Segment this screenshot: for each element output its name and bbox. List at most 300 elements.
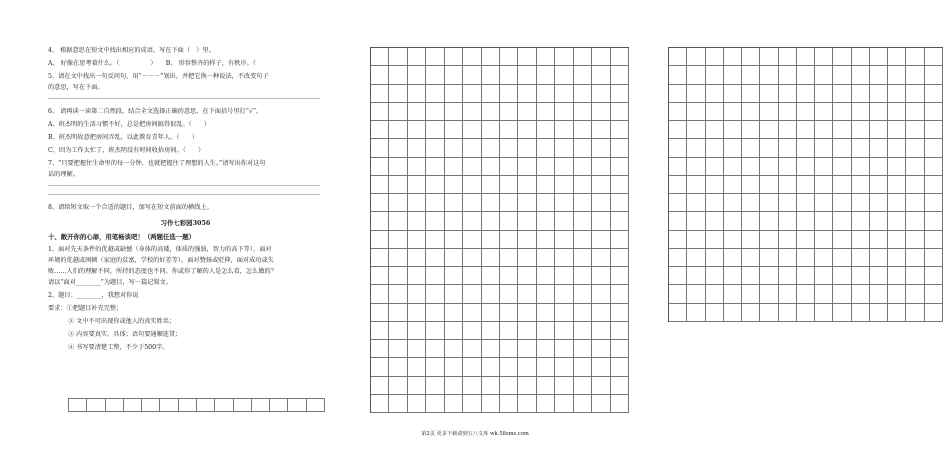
grid-cell	[500, 285, 518, 303]
grid-cell	[124, 399, 142, 412]
grid-cell	[760, 158, 778, 176]
grid-cell	[779, 285, 797, 303]
question-4: 4、 根据意思在短文中找出相应的成语，写在下面（ ）里。	[48, 47, 215, 54]
grid-cell	[463, 66, 481, 84]
grid-cell	[518, 358, 536, 376]
grid-cell	[724, 121, 742, 139]
grid-cell	[687, 304, 705, 322]
grid-cell	[611, 48, 629, 66]
grid-cell	[426, 48, 444, 66]
grid-cell	[888, 103, 906, 121]
grid-cell	[482, 358, 500, 376]
grid-cell	[463, 103, 481, 121]
grid-cell	[482, 103, 500, 121]
grid-cell	[408, 285, 426, 303]
grid-cell	[687, 267, 705, 285]
grid-cell	[592, 358, 610, 376]
grid-cell	[870, 194, 888, 212]
grid-cell	[408, 377, 426, 395]
grid-cell	[852, 158, 870, 176]
grid-cell	[371, 139, 389, 157]
grid-cell	[888, 249, 906, 267]
grid-cell	[555, 103, 573, 121]
grid-cell	[742, 176, 760, 194]
grid-cell	[463, 231, 481, 249]
grid-cell	[482, 304, 500, 322]
grid-cell	[518, 304, 536, 322]
grid-cell	[574, 285, 592, 303]
grid-cell	[270, 399, 288, 412]
question-7-line2: 话的理解。	[48, 171, 79, 178]
grid-cell	[445, 66, 463, 84]
grid-cell	[669, 66, 687, 84]
grid-cell	[611, 358, 629, 376]
grid-cell	[371, 249, 389, 267]
grid-cell	[389, 340, 407, 358]
grid-cell	[389, 249, 407, 267]
grid-cell	[518, 231, 536, 249]
grid-cell	[870, 66, 888, 84]
grid-cell	[574, 322, 592, 340]
grid-cell	[482, 85, 500, 103]
grid-cell	[870, 48, 888, 66]
grid-cell	[371, 212, 389, 230]
grid-cell	[669, 48, 687, 66]
grid-cell	[518, 121, 536, 139]
grid-cell	[537, 358, 555, 376]
section-heading: 十、敞开你的心扉，用笔畅谈吧！（两题任选一题）	[48, 233, 195, 241]
grid-cell	[408, 249, 426, 267]
question-7-line1: 7、“只要把握住生命里的每一分钟，也就把握住了理想的人生。”请写出你对这句	[48, 160, 266, 167]
grid-cell	[574, 103, 592, 121]
grid-cell	[779, 231, 797, 249]
grid-cell	[852, 139, 870, 157]
grid-cell	[906, 231, 924, 249]
grid-cell	[925, 194, 943, 212]
grid-cell	[371, 194, 389, 212]
grid-cell	[482, 176, 500, 194]
grid-cell	[408, 66, 426, 84]
grid-cell	[482, 121, 500, 139]
grid-cell	[592, 85, 610, 103]
grid-cell	[537, 194, 555, 212]
grid-cell	[371, 395, 389, 413]
grid-cell	[445, 85, 463, 103]
grid-cell	[797, 249, 815, 267]
grid-cell	[833, 121, 851, 139]
grid-cell	[852, 231, 870, 249]
grid-cell	[833, 103, 851, 121]
grid-cell	[852, 66, 870, 84]
grid-cell	[574, 358, 592, 376]
grid-cell	[555, 358, 573, 376]
grid-cell	[371, 377, 389, 395]
grid-cell	[706, 194, 724, 212]
grid-cell	[833, 194, 851, 212]
grid-cell	[779, 103, 797, 121]
grid-cell	[852, 194, 870, 212]
grid-cell	[906, 85, 924, 103]
grid-cell	[426, 103, 444, 121]
grid-cell	[706, 48, 724, 66]
grid-cell	[555, 377, 573, 395]
grid-cell	[518, 340, 536, 358]
grid-cell	[574, 121, 592, 139]
grid-cell	[555, 66, 573, 84]
grid-cell	[537, 121, 555, 139]
grid-cell	[555, 194, 573, 212]
grid-cell	[518, 48, 536, 66]
grid-cell	[371, 85, 389, 103]
grid-cell	[518, 285, 536, 303]
grid-cell	[592, 304, 610, 322]
grid-cell	[833, 158, 851, 176]
prompt-1-line1: 1、面对先天条件的优越或缺憾（身体的高矮，体质的强弱，智力的高下等），面对	[48, 246, 272, 253]
grid-cell	[482, 395, 500, 413]
grid-cell	[463, 85, 481, 103]
grid-cell	[611, 85, 629, 103]
grid-cell	[852, 249, 870, 267]
grid-cell	[389, 66, 407, 84]
grid-cell	[371, 103, 389, 121]
grid-cell	[445, 358, 463, 376]
grid-cell	[611, 267, 629, 285]
grid-cell	[833, 267, 851, 285]
grid-cell	[779, 212, 797, 230]
composition-grid-left	[370, 47, 629, 413]
question-5-line2: 的意思，写在下面。	[48, 84, 104, 91]
grid-cell	[611, 322, 629, 340]
grid-cell	[925, 304, 943, 322]
grid-cell	[852, 48, 870, 66]
grid-cell	[925, 267, 943, 285]
grid-cell	[706, 231, 724, 249]
grid-cell	[408, 304, 426, 322]
grid-cell	[779, 139, 797, 157]
grid-cell	[760, 176, 778, 194]
grid-cell	[888, 48, 906, 66]
grid-cell	[555, 48, 573, 66]
grid-cell	[779, 176, 797, 194]
grid-cell	[870, 249, 888, 267]
grid-cell	[426, 139, 444, 157]
grid-cell	[482, 139, 500, 157]
grid-cell	[925, 85, 943, 103]
grid-cell	[518, 322, 536, 340]
grid-cell	[669, 176, 687, 194]
grid-cell	[888, 85, 906, 103]
grid-cell	[445, 395, 463, 413]
grid-cell	[906, 267, 924, 285]
grid-cell	[445, 176, 463, 194]
grid-cell	[797, 285, 815, 303]
grid-cell	[797, 121, 815, 139]
grid-cell	[815, 158, 833, 176]
grid-cell	[445, 340, 463, 358]
grid-cell	[742, 267, 760, 285]
grid-cell	[537, 340, 555, 358]
grid-cell	[307, 399, 325, 412]
grid-cell	[426, 194, 444, 212]
grid-cell	[706, 103, 724, 121]
grid-cell	[706, 85, 724, 103]
grid-cell	[706, 285, 724, 303]
grid-cell	[706, 121, 724, 139]
grid-cell	[445, 231, 463, 249]
grid-cell	[906, 121, 924, 139]
grid-cell	[797, 267, 815, 285]
grid-cell	[371, 285, 389, 303]
grid-cell	[870, 231, 888, 249]
grid-cell	[742, 85, 760, 103]
grid-cell	[611, 139, 629, 157]
grid-cell	[724, 212, 742, 230]
grid-cell	[797, 176, 815, 194]
grid-cell	[518, 85, 536, 103]
grid-cell	[742, 194, 760, 212]
grid-cell	[371, 121, 389, 139]
grid-cell	[389, 377, 407, 395]
grid-cell	[906, 304, 924, 322]
grid-cell	[906, 249, 924, 267]
grid-cell	[611, 304, 629, 322]
answer-line	[48, 98, 320, 99]
grid-cell	[555, 139, 573, 157]
section-title: 习作七彩园3056	[160, 219, 211, 227]
grid-cell	[797, 158, 815, 176]
grid-cell	[371, 267, 389, 285]
grid-cell	[389, 395, 407, 413]
grid-cell	[389, 267, 407, 285]
grid-cell	[724, 285, 742, 303]
grid-cell	[592, 139, 610, 157]
grid-cell	[463, 340, 481, 358]
grid-cell	[742, 139, 760, 157]
requirements-1: 要求：①把题目补充完整；	[48, 305, 123, 312]
grid-cell	[574, 377, 592, 395]
grid-cell	[500, 66, 518, 84]
grid-cell	[611, 66, 629, 84]
grid-cell	[888, 285, 906, 303]
grid-cell	[518, 395, 536, 413]
grid-cell	[724, 267, 742, 285]
grid-cell	[611, 212, 629, 230]
grid-cell	[815, 176, 833, 194]
grid-cell	[537, 85, 555, 103]
grid-cell	[870, 267, 888, 285]
grid-cell	[463, 395, 481, 413]
grid-cell	[706, 304, 724, 322]
grid-cell	[797, 48, 815, 66]
grid-cell	[687, 139, 705, 157]
grid-cell	[724, 231, 742, 249]
grid-cell	[426, 377, 444, 395]
grid-cell	[288, 399, 306, 412]
grid-cell	[574, 267, 592, 285]
grid-cell	[574, 212, 592, 230]
grid-cell	[389, 85, 407, 103]
grid-cell	[426, 285, 444, 303]
grid-cell	[574, 66, 592, 84]
grid-cell	[669, 249, 687, 267]
grid-cell	[160, 399, 178, 412]
grid-cell	[760, 285, 778, 303]
grid-cell	[518, 158, 536, 176]
question-5-line1: 5、请在文中找出一句反问句，用“－－－”划出，并把它换一种说法，不改变句子	[48, 73, 269, 80]
grid-cell	[500, 267, 518, 285]
grid-cell	[408, 158, 426, 176]
grid-cell	[518, 66, 536, 84]
grid-cell	[724, 158, 742, 176]
grid-cell	[555, 85, 573, 103]
grid-cell	[611, 395, 629, 413]
grid-cell	[87, 399, 105, 412]
grid-cell	[592, 176, 610, 194]
grid-cell	[537, 139, 555, 157]
grid-cell	[925, 48, 943, 66]
grid-cell	[500, 358, 518, 376]
grid-cell	[389, 285, 407, 303]
grid-cell	[592, 377, 610, 395]
grid-cell	[482, 322, 500, 340]
grid-cell	[555, 267, 573, 285]
grid-cell	[925, 212, 943, 230]
grid-cell	[833, 285, 851, 303]
grid-cell	[500, 340, 518, 358]
grid-cell	[669, 304, 687, 322]
grid-cell	[724, 304, 742, 322]
grid-cell	[500, 139, 518, 157]
grid-cell	[669, 85, 687, 103]
grid-cell	[389, 358, 407, 376]
grid-cell	[500, 194, 518, 212]
grid-cell	[687, 249, 705, 267]
grid-cell	[888, 121, 906, 139]
grid-cell	[500, 158, 518, 176]
grid-cell	[408, 139, 426, 157]
grid-cell	[870, 121, 888, 139]
grid-cell	[371, 158, 389, 176]
grid-cell	[445, 194, 463, 212]
grid-cell	[592, 395, 610, 413]
grid-cell	[742, 285, 760, 303]
grid-cell	[797, 103, 815, 121]
grid-cell	[906, 158, 924, 176]
grid-cell	[463, 377, 481, 395]
grid-cell	[852, 85, 870, 103]
grid-cell	[197, 399, 215, 412]
grid-cell	[389, 231, 407, 249]
grid-cell	[742, 103, 760, 121]
grid-cell	[611, 231, 629, 249]
grid-cell	[252, 399, 270, 412]
grid-cell	[687, 121, 705, 139]
grid-cell	[408, 267, 426, 285]
grid-cell	[797, 66, 815, 84]
grid-cell	[888, 139, 906, 157]
grid-cell	[742, 66, 760, 84]
grid-cell	[687, 231, 705, 249]
grid-cell	[592, 231, 610, 249]
grid-cell	[426, 267, 444, 285]
grid-cell	[925, 176, 943, 194]
grid-cell	[815, 139, 833, 157]
grid-cell	[669, 103, 687, 121]
prompt-2: 2、题目：________，我想对你说	[48, 292, 139, 299]
grid-cell	[888, 66, 906, 84]
grid-cell	[500, 231, 518, 249]
grid-cell	[482, 66, 500, 84]
grid-cell	[408, 121, 426, 139]
grid-cell	[611, 194, 629, 212]
grid-cell	[500, 176, 518, 194]
grid-cell	[687, 48, 705, 66]
grid-cell	[482, 231, 500, 249]
grid-cell	[852, 304, 870, 322]
grid-cell	[426, 231, 444, 249]
grid-cell	[482, 48, 500, 66]
grid-cell	[611, 377, 629, 395]
grid-cell	[592, 285, 610, 303]
grid-cell	[870, 176, 888, 194]
grid-cell	[426, 304, 444, 322]
grid-cell	[706, 212, 724, 230]
question-6-option-c: C、因为工作太忙了，班杰明没有时间收拾房间。（ ）	[48, 147, 205, 154]
grid-cell	[779, 267, 797, 285]
grid-cell	[888, 194, 906, 212]
grid-cell	[669, 158, 687, 176]
grid-cell	[518, 267, 536, 285]
grid-cell	[389, 103, 407, 121]
grid-cell	[815, 267, 833, 285]
grid-cell	[445, 285, 463, 303]
grid-cell	[742, 304, 760, 322]
grid-cell	[408, 103, 426, 121]
grid-cell	[742, 48, 760, 66]
grid-cell	[592, 249, 610, 267]
grid-cell	[815, 285, 833, 303]
grid-cell	[870, 158, 888, 176]
grid-cell	[463, 139, 481, 157]
grid-cell	[426, 395, 444, 413]
grid-cell	[537, 231, 555, 249]
grid-cell	[426, 340, 444, 358]
grid-cell	[592, 66, 610, 84]
grid-cell	[742, 121, 760, 139]
grid-cell	[925, 103, 943, 121]
grid-cell	[906, 66, 924, 84]
grid-cell	[518, 103, 536, 121]
grid-cell	[669, 231, 687, 249]
grid-cell	[500, 377, 518, 395]
grid-cell	[906, 103, 924, 121]
grid-cell	[537, 395, 555, 413]
grid-cell	[760, 304, 778, 322]
grid-cell	[371, 66, 389, 84]
grid-cell	[574, 48, 592, 66]
grid-cell	[445, 267, 463, 285]
grid-cell	[445, 103, 463, 121]
grid-cell	[779, 85, 797, 103]
grid-cell	[537, 158, 555, 176]
grid-cell	[555, 340, 573, 358]
grid-cell	[69, 399, 87, 412]
grid-cell	[482, 267, 500, 285]
grid-cell	[408, 85, 426, 103]
requirements-4: ④ 书写要清楚工整，不少于500字。	[68, 344, 169, 351]
grid-cell	[742, 158, 760, 176]
grid-cell	[815, 48, 833, 66]
